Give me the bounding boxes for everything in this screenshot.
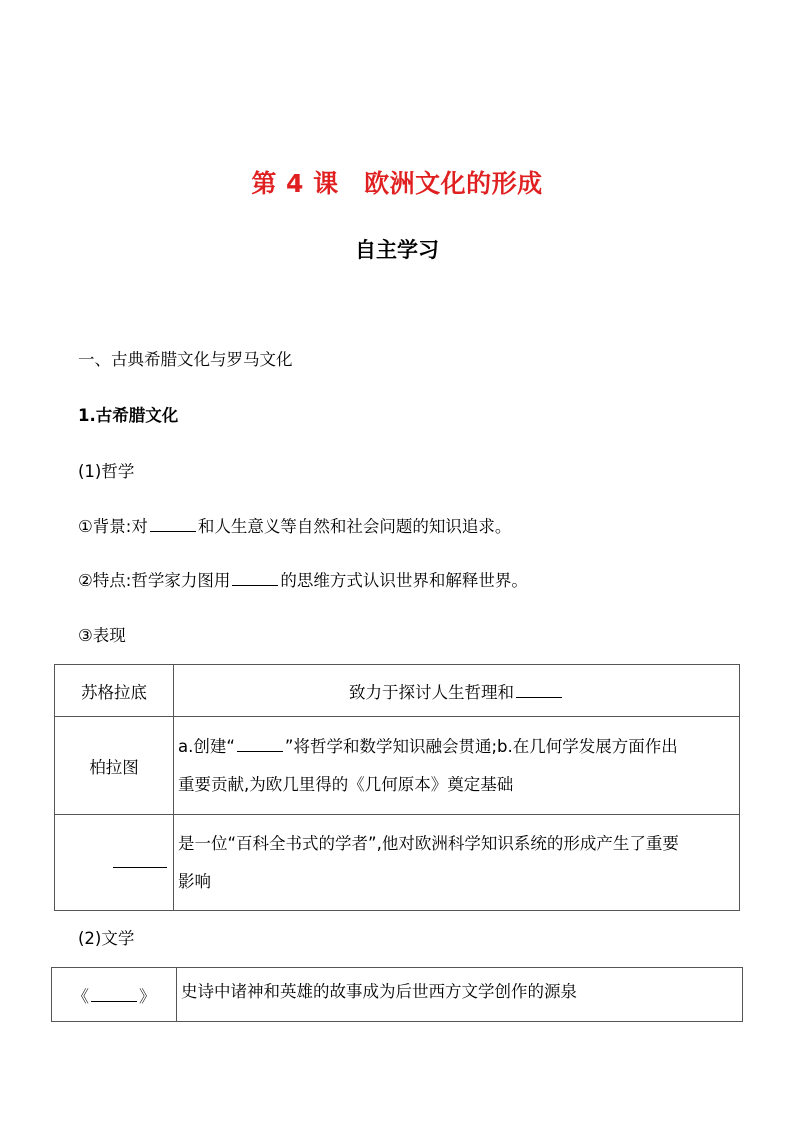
topic-heading: (1)哲学 bbox=[78, 462, 135, 481]
table-row bbox=[55, 717, 740, 815]
table-row bbox=[55, 815, 740, 911]
desc-text: 影响 bbox=[178, 871, 211, 891]
desc-text: a.创建“ bbox=[178, 736, 235, 756]
desc-text: ”将哲学和数学知识融会贯通;b.在几何学发展方面作出 bbox=[284, 736, 678, 756]
philosopher-desc bbox=[174, 665, 740, 717]
desc-text: 是一位“百科全书式的学者”,他对欧洲科学知识系统的形成产生了重要 bbox=[178, 833, 679, 853]
epic-desc: 史诗中诸神和英雄的故事成为后世西方文学创作的源泉 bbox=[177, 968, 743, 1022]
fill-blank[interactable] bbox=[237, 737, 283, 752]
fill-blank[interactable] bbox=[113, 853, 167, 868]
epic-name bbox=[52, 968, 177, 1022]
background-prefix: ①背景:对 bbox=[78, 517, 148, 536]
background-suffix: 和人生意义等自然和社会问题的知识追求。 bbox=[197, 517, 512, 536]
page-title: 第 4 课 欧洲文化的形成 bbox=[251, 169, 543, 198]
subsection-heading: 1.古希腊文化 bbox=[78, 406, 179, 425]
philosophers-table bbox=[54, 664, 740, 911]
fill-blank[interactable] bbox=[150, 517, 196, 532]
fill-blank[interactable] bbox=[232, 571, 278, 586]
fill-blank[interactable] bbox=[516, 683, 562, 698]
background-item bbox=[78, 513, 511, 537]
performance-heading: ③表现 bbox=[78, 626, 126, 645]
table-row bbox=[55, 665, 740, 717]
philosopher-name: 柏拉图 bbox=[55, 717, 174, 815]
page-subtitle: 自主学习 bbox=[355, 238, 439, 262]
table-row bbox=[52, 968, 743, 1022]
philosopher-desc bbox=[174, 815, 740, 911]
feature-suffix: 的思维方式认识世界和解释世界。 bbox=[280, 571, 528, 590]
philosopher-desc bbox=[174, 717, 740, 815]
literature-table bbox=[51, 967, 743, 1022]
bracket-open: 《 bbox=[72, 986, 89, 1006]
philosopher-name-blank bbox=[55, 815, 174, 911]
desc-text: 致力于探讨人生哲理和 bbox=[349, 682, 514, 702]
philosopher-name: 苏格拉底 bbox=[55, 665, 174, 717]
section-heading: 一、古典希腊文化与罗马文化 bbox=[78, 350, 293, 369]
feature-prefix: ②特点:哲学家力图用 bbox=[78, 571, 231, 590]
literature-heading: (2)文学 bbox=[78, 929, 135, 948]
feature-item bbox=[78, 567, 528, 591]
bracket-close: 》 bbox=[139, 986, 156, 1006]
desc-text: 重要贡献,为欧几里得的《几何原本》奠定基础 bbox=[178, 774, 514, 794]
fill-blank[interactable] bbox=[91, 987, 137, 1002]
